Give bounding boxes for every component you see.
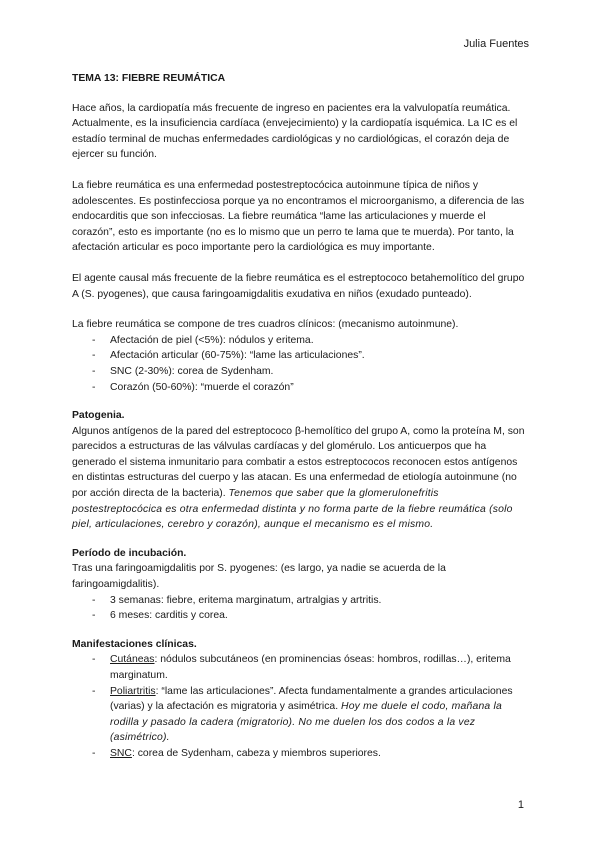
patogenia-text: Algunos antígenos de la pared del estreptococo β-hemolítico del grupo A, como la proteína M, son parecidos a estructuras de las válvulas cardíacas y del glomérulo. Los anticuerpos que ha generado el sistema inmunitario para combatir a estos estreptococos reconocen estos antígenos en distintas estructuras del cuerpo y las atacan. Es una enfermedad de etiología autoinmune (no por acción directa de la bacteria).	[72, 425, 525, 500]
list-item-label: SNC	[110, 747, 132, 759]
list-item	[72, 348, 528, 364]
page-title: TEMA 13: FIEBRE REUMÁTICA	[72, 73, 226, 84]
section-incubacion	[72, 546, 528, 624]
list-item	[72, 746, 528, 762]
list-item-label: SNC (2-30%)	[110, 365, 172, 377]
list-item	[72, 684, 528, 746]
cuadros-list	[72, 333, 528, 395]
patogenia-note: Tenemos que saber que la glomerulonefritis postestreptocócica es otra enfermedad distinta y no forma parte de la fiebre reumática (solo piel, articulaciones, cerebro y corazón), aunque el mecanismo es el mismo.	[72, 488, 513, 531]
list-item	[72, 364, 528, 380]
author-name: Julia Fuentes	[463, 38, 529, 50]
list-item-text: : “muerde el corazón”	[194, 381, 294, 393]
list-item: - 3 semanas: fiebre, eritema marginatum, artralgias y artritis.	[72, 593, 528, 609]
list-item-label: Corazón (50-60%)	[110, 381, 195, 393]
list-item-label: Cutáneas	[110, 654, 155, 666]
section-heading: Manifestaciones clínicas.	[72, 638, 197, 650]
list-item-text: : nódulos subcutáneos (en prominencias óseas: hombros, rodillas…), eritema marginatum.	[110, 654, 511, 681]
list-item-text: : corea de Sydenham, cabeza y miembros superiores.	[131, 747, 381, 759]
page-number: 1	[517, 799, 524, 811]
section-text: Tras una faringoamigdalitis por S. pyogenes: (es largo, ya nadie se acuerda de la faringoamigdalitis).	[72, 563, 446, 591]
section-manifestaciones	[72, 637, 528, 762]
list-item-text: : “lame las articulaciones”. Afecta fundamentalmente a grandes articulaciones (varias) y la afectación es migratoria y asimétrica.	[110, 685, 513, 713]
list-item-text: : corea de Sydenham.	[171, 365, 274, 377]
paragraph-definition: La fiebre reumática es una enfermedad postestreptocócica autoinmune típica de niños y adolescentes. Es postinfecciosa porque ya no encontramos el microorganismo, a diferencia de las endocarditis que son infecciosas. La fiebre reumática “lame las articulaciones y muerde el corazón”, esto es importante (no es lo mismo que un perro te lama que te muerda). Por tanto, la afectación articular es poco importante pero la cardiológica es muy importante.	[72, 179, 525, 254]
list-item-label: Poliartritis	[110, 685, 156, 697]
document-body	[72, 71, 528, 775]
incubacion-list	[72, 593, 528, 624]
list-item-note: Hoy me duele el codo, mañana la rodilla y pasado la cadera (migratorio). No me duelen los dos codos a la vez (asimétrico).	[110, 701, 502, 744]
manifestaciones-list	[72, 652, 528, 761]
paragraph-intro: Hace años, la cardiopatía más frecuente de ingreso en pacientes era la valvulopatía reumática. Actualmente, es la insuficiencia cardíaca (envejecimiento) y la cardiopatía isquémica. La IC es el estadío terminal de muchas enfermedades cardiológicas y no cardiológicas, el corazón deja de ejercer su función.	[72, 102, 518, 161]
section-heading: Período de incubación.	[72, 547, 187, 559]
list-item-label: Afectación articular (60-75%)	[110, 350, 244, 362]
list-item-text: : nódulos y eritema.	[222, 334, 314, 346]
paragraph-agent: El agente causal más frecuente de la fiebre reumática es el estreptococo betahemolítico del grupo A (S. pyogenes), que causa faringoamigdalitis exudativa en niños (exudado punteado).	[72, 272, 525, 300]
list-item	[72, 380, 528, 396]
list-item: - 6 meses: carditis y corea.	[72, 608, 528, 624]
section-heading: Patogenia.	[72, 410, 125, 422]
section-text	[72, 424, 528, 533]
list-item-text: : “lame las articulaciones”.	[243, 350, 365, 362]
paragraph-cuadros: La fiebre reumática se compone de tres cuadros clínicos: (mecanismo autoinmune).	[72, 319, 459, 331]
list-item-label: Afectación de piel (<5%)	[110, 334, 223, 346]
section-patogenia	[72, 408, 528, 533]
list-item	[72, 333, 528, 349]
list-item	[72, 652, 528, 683]
